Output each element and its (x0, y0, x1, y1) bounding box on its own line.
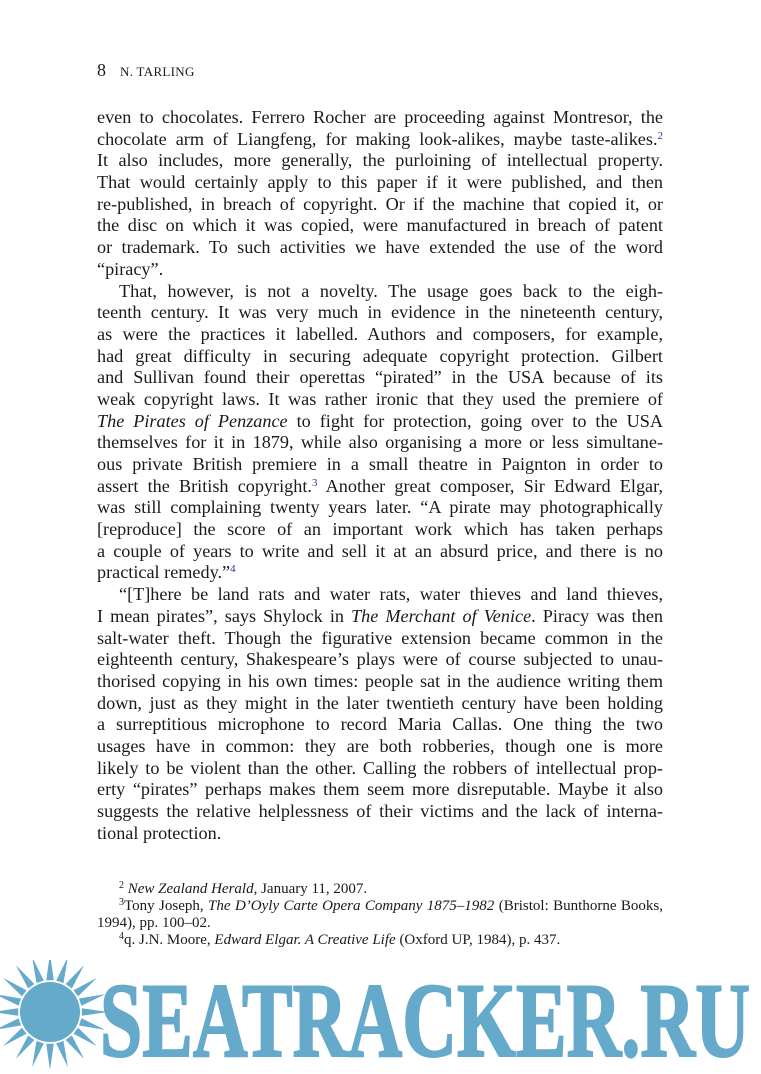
watermark (0, 960, 761, 1074)
text-line (97, 150, 663, 172)
text-run: or trademark. To such activities we have extended the use of the word (97, 237, 663, 258)
italic-text: Edward Elgar. A Creative Life (214, 932, 396, 948)
page-header (97, 60, 195, 81)
text-line (97, 823, 663, 845)
text-line (97, 519, 663, 541)
text-run: re-published, in breach of copyright. Or if the machine that copied it, or (97, 193, 663, 214)
text-run: even to chocolates. Ferrero Rocher are proceeding against Montresor, the (97, 107, 663, 127)
footnote-ref[interactable]: 2 (657, 129, 663, 142)
text-line (97, 324, 663, 346)
text-line (97, 898, 663, 915)
italic-text: The D’Oyly Carte Opera Company 1875–1982 (208, 898, 495, 914)
text-run: I mean pirates”, says Shylock in (97, 605, 352, 626)
text-run: (Bristol: Bunthorne Books, (494, 898, 664, 914)
text-run: salt-water theft. Though the figurative extension became common in the (97, 627, 663, 648)
text-run: the disc on which it was copied, were manufactured in breach of patent (97, 215, 663, 236)
body-text (97, 107, 663, 844)
text-line (97, 779, 663, 801)
text-run: , January 11, 2007. (253, 881, 368, 897)
text-line (97, 671, 663, 693)
text-line (97, 129, 663, 151)
text-line (97, 541, 663, 563)
text-line (97, 649, 663, 671)
text-run: to fight for protection, going over to the USA (287, 410, 664, 431)
text-line (97, 432, 663, 454)
footnotes (97, 881, 663, 949)
italic-text: New Zealand Herald (127, 881, 254, 897)
text-line (97, 628, 663, 650)
text-run: eighteenth century, Shakespeare’s plays were of course subjected to unau- (97, 649, 663, 670)
text-line (97, 172, 663, 194)
text-run: as were the practices it labelled. Authors and composers, for example, (97, 323, 663, 344)
text-run: a couple of years to write and sell it at an absurd price, and there is no (97, 540, 663, 561)
text-line (97, 215, 663, 237)
text-line (97, 346, 663, 368)
text-run: usages have in common: they are both robberies, though one is more (97, 735, 663, 756)
text-line (97, 562, 663, 584)
text-line (97, 584, 663, 606)
text-line (97, 497, 663, 519)
text-run: down, just as they might in the later twentieth century have been holding (97, 692, 663, 713)
text-run: chocolate arm of Liangfeng, for making look-alikes, maybe taste-alikes. (97, 128, 658, 149)
text-run: That, however, is not a novelty. The usage goes back to the eigh- (119, 280, 663, 301)
text-line (97, 281, 663, 303)
text-run: themselves for it in 1879, while also organising a more or less simultane- (97, 432, 663, 453)
text-line (97, 915, 663, 932)
text-run: ous private British premiere in a small theatre in Paignton in order to (97, 454, 663, 474)
text-line (97, 758, 663, 780)
text-run: assert the British copyright. (97, 475, 312, 496)
text-run: “[T]here be land rats and water rats, water thieves and land thieves, (119, 584, 663, 605)
text-line (97, 454, 663, 476)
text-line (97, 237, 663, 259)
sun-logo-icon (0, 960, 108, 1070)
italic-text: The Merchant of Venice (351, 605, 532, 626)
text-line (97, 194, 663, 216)
text-line (97, 302, 663, 324)
text-line (97, 259, 663, 281)
text-run: [reproduce] the score of an important work which has taken perhaps (97, 519, 663, 540)
text-run: “piracy”. (97, 258, 164, 279)
footnote-ref[interactable]: 4 (230, 563, 236, 576)
text-line (97, 881, 663, 898)
page-number: 8 (97, 60, 106, 80)
text-run: thorised copying in his own times: people sat in the audience writing them (97, 670, 663, 691)
text-line (97, 932, 663, 949)
italic-text: The Pirates of Penzance (97, 410, 288, 431)
text-line (97, 714, 663, 736)
footnote-ref[interactable]: 3 (311, 476, 318, 489)
text-run: likely to be violent than the other. Calling the robbers of intellectual prop- (97, 757, 663, 778)
text-run: and Sullivan found their operettas “pirated” in the USA because of its (97, 367, 663, 388)
text-run: suggests the relative helplessness of their victims and the lack of interna- (97, 801, 663, 821)
watermark-text: SEATRACKER.RU (100, 962, 750, 1074)
text-line (97, 389, 663, 411)
text-line (97, 801, 663, 823)
text-line (97, 606, 663, 628)
text-line (97, 411, 663, 433)
text-run: . Piracy was then (531, 605, 663, 626)
text-run: 1994), pp. 100–02. (97, 915, 211, 931)
text-line (97, 107, 663, 129)
text-run: practical remedy.” (97, 562, 231, 583)
text-line (97, 736, 663, 758)
text-run: q. J.N. Moore, (124, 932, 215, 948)
text-run: It also includes, more generally, the purloining of intellectual property. (97, 150, 663, 171)
text-run: Another great composer, Sir Edward Elgar, (317, 475, 663, 496)
text-run: That would certainly apply to this paper if it were published, and then (97, 172, 663, 193)
text-run: teenth century. It was very much in evidence in the nineteenth century, (97, 302, 663, 323)
text-line (97, 367, 663, 389)
footnote-ref: 3 (119, 897, 124, 908)
text-run: Tony Joseph, (124, 898, 209, 914)
text-run: tional protection. (97, 822, 222, 843)
text-run: a surreptitious microphone to record Maria Callas. One thing the two (97, 714, 663, 735)
text-run: weak copyright laws. It was rather ironic that they used the premiere of (97, 388, 663, 409)
running-head: N. TARLING (120, 64, 195, 79)
footnote-ref: 2 (119, 880, 124, 891)
text-run: had great difficulty in securing adequate copyright protection. Gilbert (97, 345, 663, 366)
text-line (97, 476, 663, 498)
text-line (97, 693, 663, 715)
text-run: (Oxford UP, 1984), p. 437. (395, 932, 561, 948)
text-run: erty “pirates” perhaps makes them seem more disreputable. Maybe it also (97, 779, 663, 800)
text-run: was still complaining twenty years later. “A pirate may photographically (97, 497, 663, 518)
footnote-ref: 4 (119, 931, 124, 942)
